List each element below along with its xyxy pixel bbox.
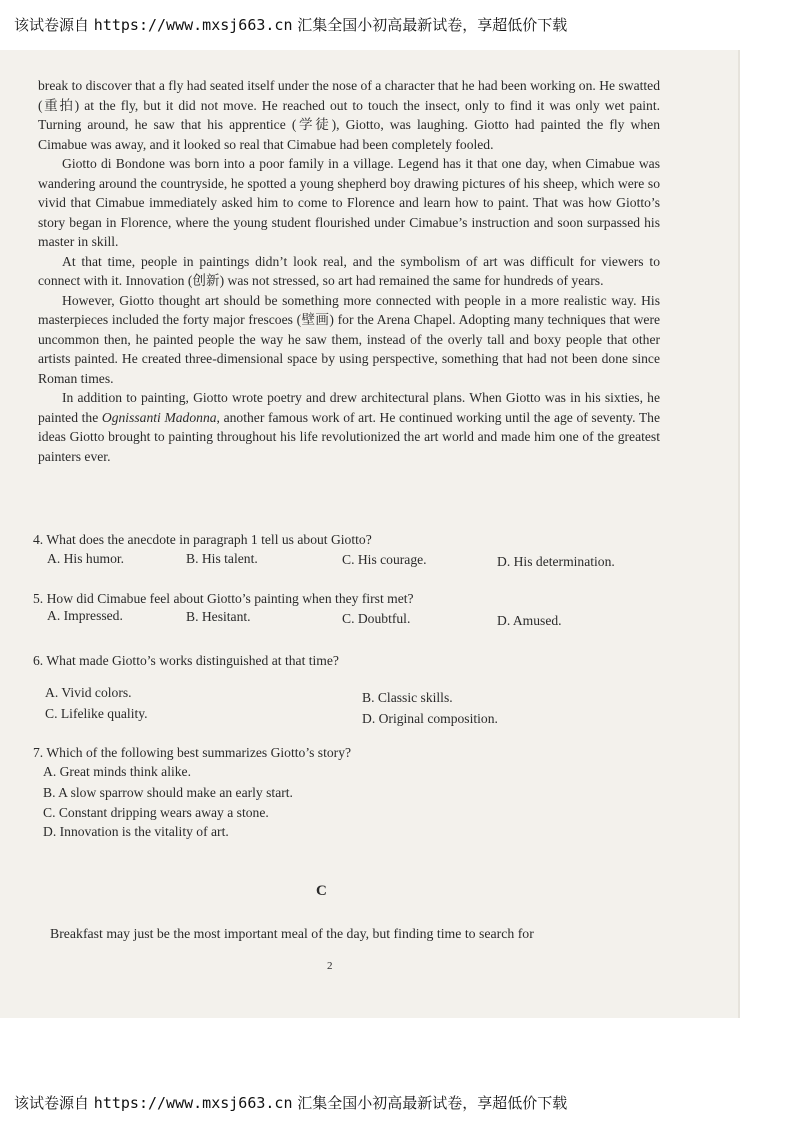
question-4 xyxy=(33,530,673,569)
passage-paragraph-1: break to discover that a fly had seated itself under the nose of a character that he had been working on. He swatted (重拍) at the fly, but it did not move. He reached out to touch the insect, only to find it was only wet paint. Turning around, he saw that his apprentice (学徒), Giotto, was laughing. Giotto had painted the fly when Cimabue was away, and it looked so real that Cimabue had been completely fooled. xyxy=(38,78,660,152)
section-c-heading: C xyxy=(316,883,327,899)
question-4-stem: 4. What does the anecdote in paragraph 1 tell us about Giotto? xyxy=(33,532,372,547)
question-4-option-c[interactable]: C. His courage. xyxy=(342,552,427,567)
question-5 xyxy=(33,589,673,628)
question-7-option-a[interactable]: A. Great minds think alike. xyxy=(43,764,191,779)
question-5-option-d[interactable]: D. Amused. xyxy=(497,613,562,628)
paragraph-5-text-b: , another famous work of art. He continued working until the age of seventy. The ideas Giotto brought to painting throughout his life revolutionized the art world and made him one of the greatest painters ever. xyxy=(38,409,660,464)
watermark-suffix: 汇集全国小初高最新试卷，享超低价下载 xyxy=(297,1094,568,1112)
section-c-first-line: Breakfast may just be the most important meal of the day, but finding time to search for xyxy=(50,926,534,941)
question-5-option-c[interactable]: C. Doubtful. xyxy=(342,611,411,626)
page-number: 2 xyxy=(327,960,333,972)
watermark-suffix: 汇集全国小初高最新试卷，享超低价下载 xyxy=(297,16,568,34)
question-6-stem: 6. What made Giotto’s works distinguished at that time? xyxy=(33,653,339,668)
question-7 xyxy=(33,743,673,839)
question-7-option-b[interactable]: B. A slow sparrow should make an early start. xyxy=(43,785,293,800)
question-5-stem: 5. How did Cimabue feel about Giotto’s painting when they first met? xyxy=(33,591,414,606)
question-7-option-d[interactable]: D. Innovation is the vitality of art. xyxy=(43,824,229,839)
watermark-bottom xyxy=(14,1092,567,1113)
question-7-option-c[interactable]: C. Constant dripping wears away a stone. xyxy=(43,805,269,820)
reading-passage xyxy=(38,76,660,466)
question-4-option-b[interactable]: B. His talent. xyxy=(186,551,258,566)
watermark-prefix: 该试卷源自 xyxy=(14,16,90,34)
question-6 xyxy=(33,651,673,726)
passage-paragraph-2: Giotto di Bondone was born into a poor family in a village. Legend has it that one day, when Cimabue was wandering around the countryside, he spotted a young shepherd boy drawing pictures of his sheep, which were so vivid that Cimabue immediately asked him to come to Florence and learn how to paint. That was how Giotto’s story began in Florence, where the young student flourished under Cimabue’s instruction and soon surpassed his master in skill. xyxy=(38,156,660,249)
painting-title: Ognissanti Madonna xyxy=(101,409,217,425)
passage-paragraph-4: However, Giotto thought art should be something more connected with people in a more realistic way. His masterpieces included the forty major frescoes (壁画) for the Arena Chapel. Adopting many techniques that were uncommon then, he painted people the way he saw them, instead of the overly tall and boxy people that other artists painted. He created three-dimensional space by using perspective, something that had not been done since Roman times. xyxy=(38,292,660,386)
watermark-prefix: 该试卷源自 xyxy=(14,1094,90,1112)
question-6-option-d[interactable]: D. Original composition. xyxy=(362,711,498,726)
watermark-url[interactable]: https://www.mxsj663.cn xyxy=(93,16,293,34)
question-5-option-a[interactable]: A. Impressed. xyxy=(47,608,123,623)
question-5-option-b[interactable]: B. Hesitant. xyxy=(186,609,251,624)
question-6-option-a[interactable]: A. Vivid colors. xyxy=(45,685,132,700)
watermark-top xyxy=(14,14,567,35)
question-4-option-a[interactable]: A. His humor. xyxy=(47,551,125,566)
question-4-option-d[interactable]: D. His determination. xyxy=(497,554,615,569)
passage-paragraph-5 xyxy=(38,388,660,466)
question-7-stem: 7. Which of the following best summarizes Giotto’s story? xyxy=(33,745,352,760)
watermark-url[interactable]: https://www.mxsj663.cn xyxy=(93,1094,293,1112)
question-6-option-c[interactable]: C. Lifelike quality. xyxy=(45,706,148,721)
paragraph-5-text-a: In addition to painting, Giotto wrote poetry and drew architectural plans. When Giotto was in his sixties, he painted the xyxy=(38,390,660,425)
question-6-option-b[interactable]: B. Classic skills. xyxy=(362,690,453,705)
passage-paragraph-3: At that time, people in paintings didn’t look real, and the symbolism of art was difficult for viewers to connect with it. Innovation (创新) was not stressed, so art had remained the same for hundreds of years. xyxy=(38,253,660,288)
